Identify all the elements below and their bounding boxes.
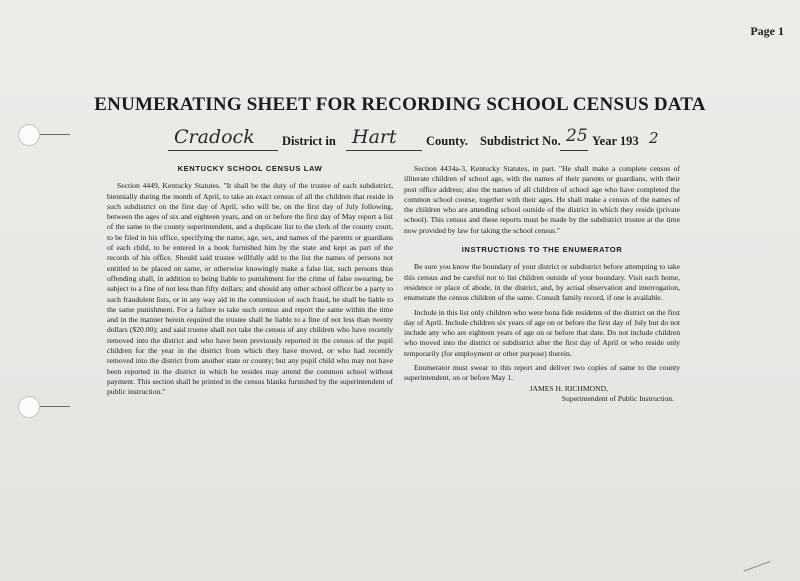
signature-name: JAMES H. RICHMOND, (529, 383, 608, 393)
instructions-heading: INSTRUCTIONS TO THE ENUMERATOR (461, 245, 623, 255)
year-digit-handwritten: 2 (649, 129, 659, 147)
binder-hole-bottom (18, 396, 40, 418)
section-4449-text: Section 4449, Kentucky Statutes. "It shall be the duty of the trustee of each subdistrict, biennially during the month of April, to take an exact census of all the children that reside in such subdistrict on the first day of April, who will be, on the first day of July following, between the ages of six and eighteen years, and on or before the first day of May report a list of the same to the county superintendent, and a duplicate list to the clerk of the county court, to be filed in his office, specifying the name, age, sex, and names of the parents or guardians of each child, to be entered in a book furnished him by the state and kept as part of the records of his office. Should said trustee willfully add to the list the names of persons not entitled to be placed on same, or otherwise knowingly make a false list, such persons thus offending shall, in addition to being liable to punishment for the crime of false swearing, be subject to a fine of not less than fifty dollars; and should any other school officer be a party to such fraudulent lists, or in any way aid in the commission of such fraud, he shall be liable to the same punishment. For a failure to take such census and report the same within the time and in the manner herein required the trustee shall be liable to a fine of not less than twenty dollars ($20.00); and said trustee shall not take the census of any children who have recently removed into the district and who have been previously reported in the census of the pupil children for the year in the district from which they have moved, or who had recently removed into the district from another state or county; but any pupil child who may not have been reported in the district in which he resides may attend the common school without payment. This section shall be printed in the census blanks furnished by the superintendent of public instruction." (107, 181, 393, 397)
signature-title: Superintendent of Public Instruction. (561, 393, 674, 403)
county-name-handwritten: Hart (352, 126, 397, 148)
census-law-heading: KENTUCKY SCHOOL CENSUS LAW (177, 164, 323, 173)
spacer (404, 236, 680, 245)
district-name-handwritten: Cradock (174, 126, 255, 148)
binder-hole-top (18, 124, 40, 146)
subdistrict-label: Subdistrict No. (480, 134, 561, 148)
instruction-boundary: Be sure you know the boundary of your district or subdistrict before attempting to take this census and be careful not to list children outside of your boundary. Visit each home, residence or place of abode, in the district, and, by actual observation and interrogation, enumerate the census children of the same. Consult family record, if one is available. (404, 262, 680, 303)
district-name-underline (168, 150, 278, 151)
instructions-column (404, 164, 680, 404)
instruction-deadline: Enumerator must swear to this report and deliver two copies of same to the county superintendent, on or before May 1. (404, 363, 680, 383)
binder-hole-mark-top (40, 134, 70, 135)
binder-hole-mark-bottom (40, 406, 70, 407)
document-title: ENUMERATING SHEET FOR RECORDING SCHOOL CENSUS DATA (94, 94, 706, 115)
instruction-residency: Include in this list only children who were bona fide residents of the district on the first day of April. Include children six years of age on or before the first day of July but do not include any who are eighteen years of age on or before that date. Do not include children who moved into the district or subdistrict after the first day of April or who reside only temporarily (for employment or other purpose) therein. (404, 307, 680, 358)
district-label: District in (282, 134, 336, 148)
subdistrict-number-handwritten: 25 (566, 126, 588, 146)
county-label: County. (426, 134, 469, 148)
page-corner-mark (742, 555, 771, 571)
page-number: Page 1 (750, 24, 784, 38)
section-4434a-3-text: Section 4434a-3, Kentucky Statutes, in part. "He shall make a complete census of illiterate children of school age, with the names of their parents or guardians, with their post office address; also the names of all children of school age who have completed the common school course, together with their ages. He shall make a census of the names of the children who are attending school outside of the district in which they reside (private school). This census and these reports must be made by the subdistrict trustee at the time now provided by law for taking the school census." (404, 164, 680, 235)
year-label: Year 193 (592, 134, 639, 148)
county-name-underline (346, 150, 422, 151)
subdistrict-number-underline (560, 150, 588, 151)
census-fill-line (168, 126, 659, 156)
census-law-column (107, 164, 393, 398)
